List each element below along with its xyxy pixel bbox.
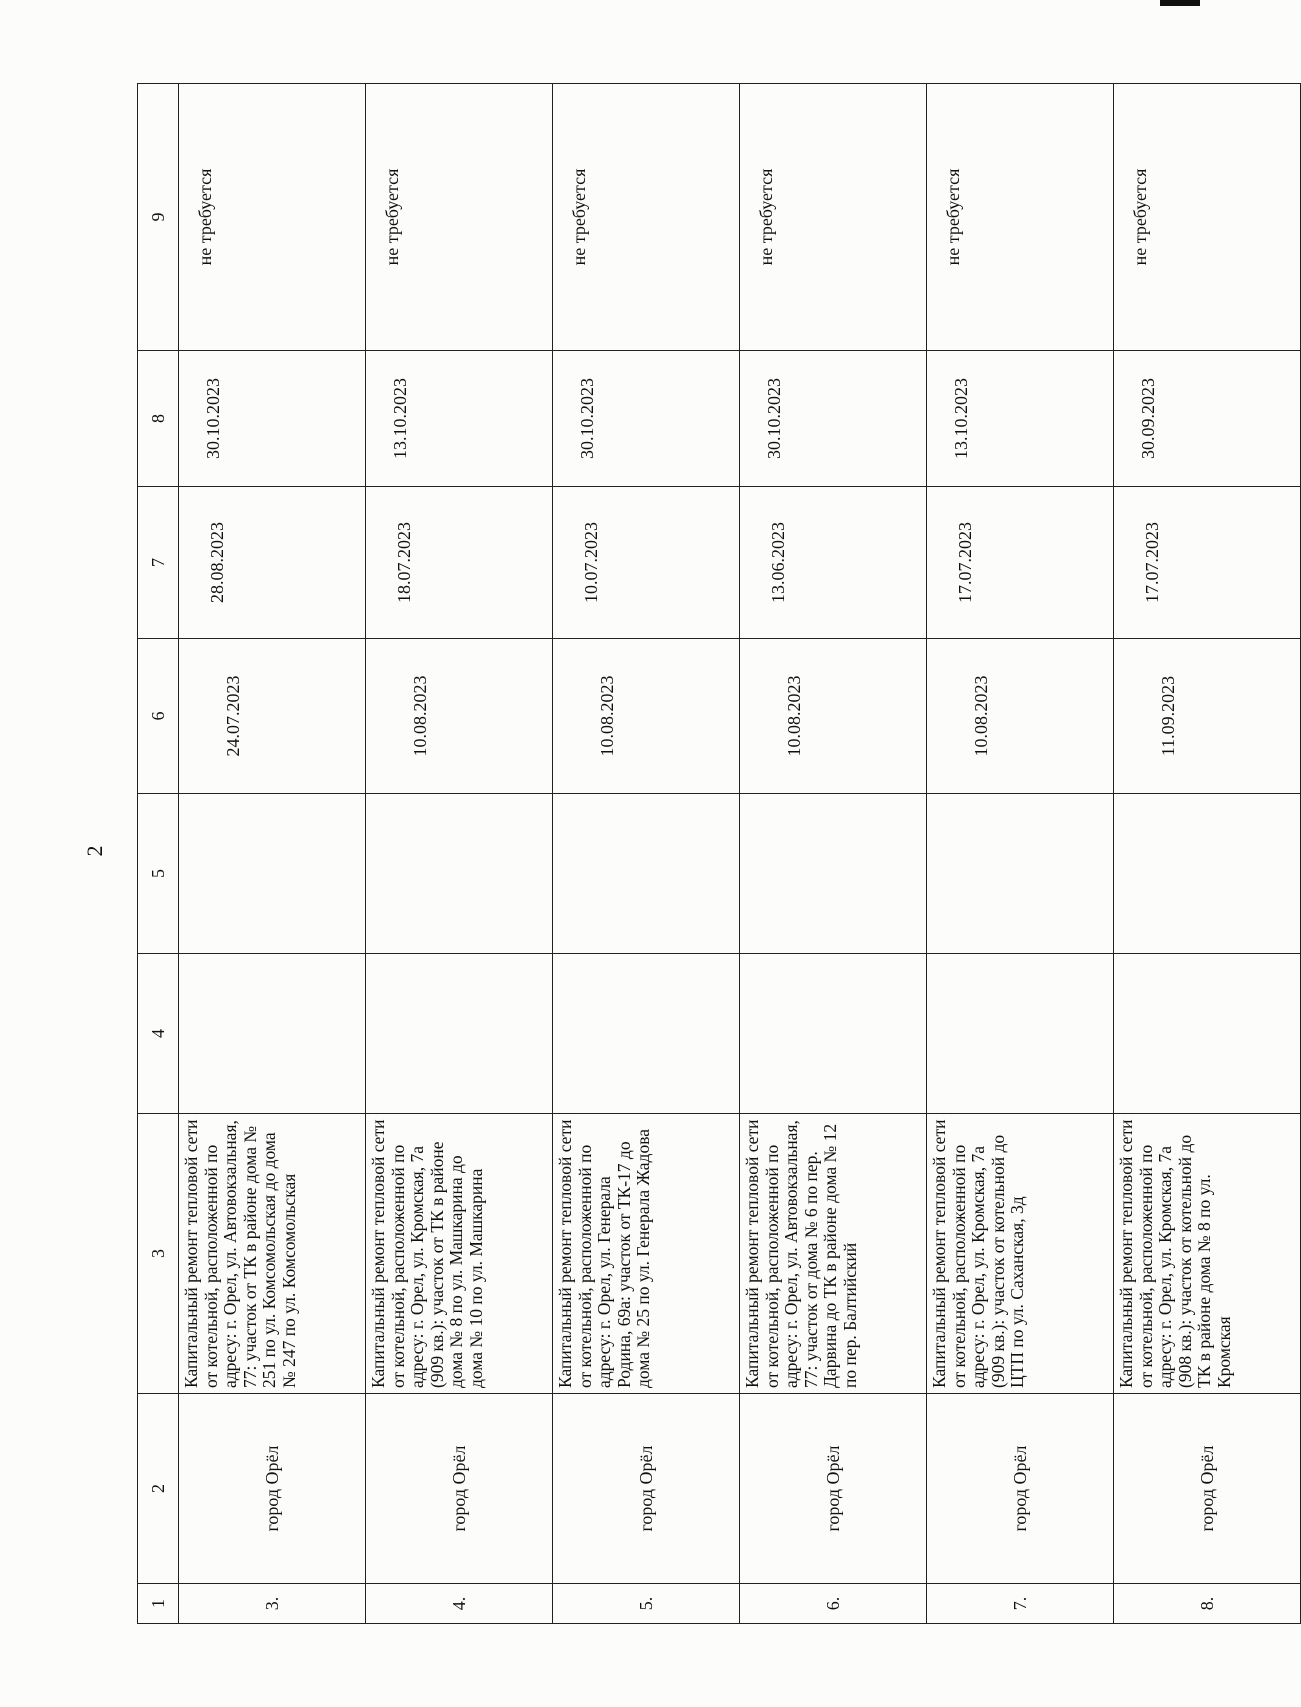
row-date-col6: 24.07.2023: [179, 639, 366, 794]
row-date-col7: 17.07.2023: [1114, 487, 1301, 639]
row-col4: [553, 954, 740, 1114]
row-date-col7: 10.07.2023: [553, 487, 740, 639]
row-date-col6: 10.08.2023: [366, 639, 553, 794]
row-number: 5.: [553, 1584, 740, 1624]
row-date-col7: 13.06.2023: [740, 487, 927, 639]
row-date-col7: 18.07.2023: [366, 487, 553, 639]
row-description: Капитальный ремонт тепловой сети от котельной, расположенной по адресу: г. Орел, ул. Кромская, 7а (908 кв.): участок от котельной до ТК в районе дома № 8 по ул. Кромская: [1114, 1114, 1301, 1394]
row-description: Капитальный ремонт тепловой сети от котельной, расположенной по адресу: г. Орел, ул. Кромская, 7а (909 кв.): участок от ТК в районе дома № 8 по ул. Машкарина до дома № 10 по ул. Машкарина: [366, 1114, 553, 1394]
row-city: город Орёл: [740, 1394, 927, 1584]
row-date-col8: 30.10.2023: [179, 351, 366, 487]
row-status: не требуется: [366, 84, 553, 351]
row-date-col6: 11.09.2023: [1114, 639, 1301, 794]
row-description: Капитальный ремонт тепловой сети от котельной, расположенной по адресу: г. Орел, ул. Генерала Родина, 69а: участок от ТК-17 до дома № 25 по ул. Генерала Жадова: [553, 1114, 740, 1394]
scan-corner-mark: [1160, 0, 1200, 6]
row-col4: [740, 954, 927, 1114]
column-header-3: 3: [138, 1114, 179, 1394]
row-description: Капитальный ремонт тепловой сети от котельной, расположенной по адресу: г. Орел, ул. Автовокзальная, 77: участок от ТК в районе дома № 251 по ул. Комсомольская до дома № 247 по ул. Комсомольская: [179, 1114, 366, 1394]
table-row: [179, 84, 366, 1624]
row-col4: [179, 954, 366, 1114]
row-description: Капитальный ремонт тепловой сети от котельной, расположенной по адресу: г. Орел, ул. Кромская, 7а (909 кв.): участок от котельной до ЦТП по ул. Саханская, 3д: [927, 1114, 1114, 1394]
row-city: город Орёл: [1114, 1394, 1301, 1584]
row-date-col8: 30.10.2023: [553, 351, 740, 487]
row-col4: [1114, 954, 1301, 1114]
column-header-1: 1: [138, 1584, 179, 1624]
row-number: 7.: [927, 1584, 1114, 1624]
column-header-6: 6: [138, 639, 179, 794]
row-number: 8.: [1114, 1584, 1301, 1624]
row-city: город Орёл: [553, 1394, 740, 1584]
row-date-col8: 13.10.2023: [927, 351, 1114, 487]
row-col4: [366, 954, 553, 1114]
row-date-col6: 10.08.2023: [740, 639, 927, 794]
table-row: [366, 84, 553, 1624]
table-container: [137, 84, 1234, 1624]
row-col5: [740, 794, 927, 954]
column-header-4: 4: [138, 954, 179, 1114]
column-header-7: 7: [138, 487, 179, 639]
row-number: 3.: [179, 1584, 366, 1624]
row-date-col6: 10.08.2023: [927, 639, 1114, 794]
row-date-col8: 30.10.2023: [740, 351, 927, 487]
row-col5: [1114, 794, 1301, 954]
row-col5: [179, 794, 366, 954]
column-header-5: 5: [138, 794, 179, 954]
column-header-2: 2: [138, 1394, 179, 1584]
row-city: город Орёл: [366, 1394, 553, 1584]
row-number: 4.: [366, 1584, 553, 1624]
row-col4: [927, 954, 1114, 1114]
table-row: [553, 84, 740, 1624]
row-date-col7: 28.08.2023: [179, 487, 366, 639]
table-row: [927, 84, 1114, 1624]
row-col5: [927, 794, 1114, 954]
row-number: 6.: [740, 1584, 927, 1624]
row-col5: [366, 794, 553, 954]
row-status: не требуется: [179, 84, 366, 351]
rotated-table: [137, 84, 1234, 1624]
row-status: не требуется: [1114, 84, 1301, 351]
row-city: город Орёл: [179, 1394, 366, 1584]
row-date-col8: 30.09.2023: [1114, 351, 1301, 487]
row-description: Капитальный ремонт тепловой сети от котельной, расположенной по адресу: г. Орел, ул. Автовокзальная, 77: участок от дома № 6 по пер. Дарвина до ТК в районе дома № 12 по пер. Балтийский: [740, 1114, 927, 1394]
column-header-9: 9: [138, 84, 179, 351]
row-date-col7: 17.07.2023: [927, 487, 1114, 639]
page-number: 2: [82, 845, 107, 857]
row-status: не требуется: [740, 84, 927, 351]
table-row: [740, 84, 927, 1624]
column-header-8: 8: [138, 351, 179, 487]
row-date-col6: 10.08.2023: [553, 639, 740, 794]
table-row: [1114, 84, 1301, 1624]
row-city: город Орёл: [927, 1394, 1114, 1584]
row-col5: [553, 794, 740, 954]
header-row: [138, 84, 179, 1624]
row-status: не требуется: [927, 84, 1114, 351]
repair-schedule-table: [137, 83, 1301, 1624]
row-status: не требуется: [553, 84, 740, 351]
row-date-col8: 13.10.2023: [366, 351, 553, 487]
